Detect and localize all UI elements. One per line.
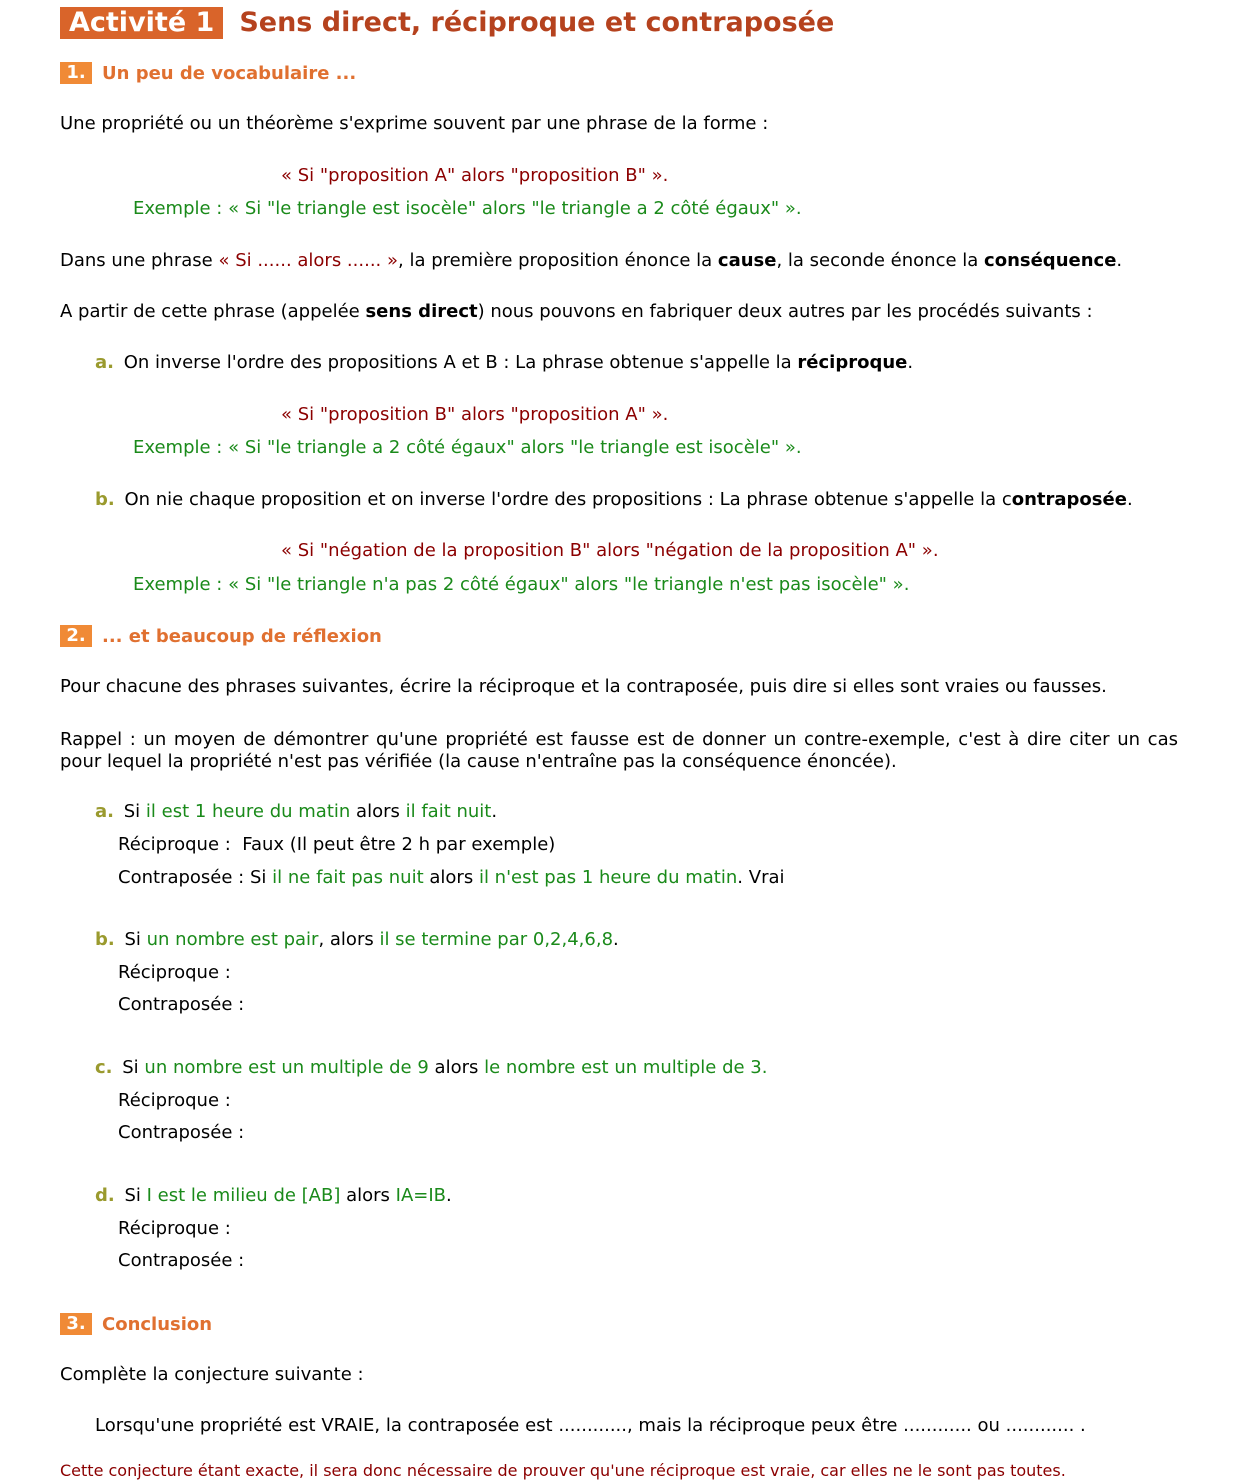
text: , la seconde énonce la (776, 250, 985, 271)
section-title: Conclusion (102, 1313, 213, 1335)
title-text: Sens direct, réciproque et contraposée (239, 7, 835, 38)
term-contraposee: ontraposée (1011, 489, 1127, 510)
s1-example: Exemple : « Si "le triangle est isocèle" alors "le triangle a 2 côté égaux" ». (133, 198, 802, 219)
cause: un nombre est pair (146, 929, 319, 950)
text-si: Si (124, 1185, 141, 1206)
text-si: Si (249, 867, 267, 888)
section-number: 3. (60, 1313, 92, 1335)
reciproque-label: Réciproque : (118, 1218, 231, 1239)
term-cause: cause (717, 250, 777, 271)
section-number: 1. (60, 62, 92, 84)
text-si: Si (124, 929, 141, 950)
consequence: IA=IB (395, 1185, 447, 1206)
si-alors-form: « Si ...... alors ...... » (218, 250, 398, 271)
s1-a-form: « Si "proposition B" alors "proposition A" ». (281, 404, 669, 425)
term-consequence: conséquence (984, 250, 1117, 271)
text: ) nous pouvons en fabriquer deux autres par les procédés suivants : (477, 301, 1093, 322)
text-alors: , alors (318, 929, 374, 950)
reciproque-label: Réciproque : (118, 1090, 231, 1111)
cause: un nombre est un multiple de 9 (144, 1057, 429, 1078)
contra-cause: il ne fait pas nuit (272, 867, 424, 888)
text: , la première proposition énonce la (398, 250, 718, 271)
contra-consequence: il n'est pas 1 heure du matin (478, 867, 738, 888)
section-title: Un peu de vocabulaire ... (102, 62, 357, 84)
term-reciproque: réciproque (797, 352, 908, 373)
s2-a-contraposee: Contraposée : Si il ne fait pas nuit alors il n'est pas 1 heure du matin. Vrai (118, 867, 785, 888)
text: Dans une phrase (60, 250, 219, 271)
text-si: Si (122, 1057, 139, 1078)
s1-intro: Une propriété ou un théorème s'exprime souvent par une phrase de la forme : (60, 113, 769, 134)
section-number: 2. (60, 625, 92, 647)
text-alors: alors (346, 1185, 390, 1206)
consequence: le nombre est un multiple de 3. (484, 1057, 768, 1078)
item-label: c. (95, 1057, 113, 1078)
page-title (60, 6, 834, 40)
text: A partir de cette phrase (appelée (60, 301, 366, 322)
text-alors: alors (429, 867, 474, 888)
s2-intro: Pour chacune des phrases suivantes, écrire la réciproque et la contraposée, puis dire si elles sont vraies ou fausses. (60, 676, 1107, 697)
consequence: il se termine par 0,2,4,6,8 (379, 929, 614, 950)
s2-item-c (95, 1057, 767, 1079)
s1-b-example: Exemple : « Si "le triangle n'a pas 2 côté égaux" alors "le triangle n'est pas isocèle" ». (133, 574, 910, 595)
s1-paragraph-direct (60, 301, 1093, 323)
contraposee-label: Contraposée : (118, 1122, 245, 1143)
s1-item-b (95, 489, 1133, 511)
s2-item-b: b. Si un nombre est pair, alors il se termine par 0,2,4,6,8. (95, 929, 619, 950)
s1-form: « Si "proposition A" alors "proposition B" ». (281, 165, 669, 186)
reciproque-label: Réciproque : (118, 834, 231, 855)
text-alors: alors (434, 1057, 479, 1078)
contraposee-label: Contraposée : (118, 1250, 245, 1271)
text-alors: alors (356, 801, 400, 822)
text: . (1126, 489, 1133, 510)
text: . (907, 352, 914, 373)
contraposee-label: Contraposée : (118, 994, 245, 1015)
s2-a-reciproque (118, 834, 555, 856)
text-si: Si (123, 801, 141, 822)
s3-intro: Complète la conjecture suivante : (60, 1364, 364, 1385)
item-label: d. (95, 1185, 115, 1206)
section-title: ... et beaucoup de réflexion (102, 625, 382, 647)
s2-item-a: a. Si il est 1 heure du matin alors il fait nuit. (95, 801, 498, 822)
text: On nie chaque proposition et on inverse l'ordre des propositions : La phrase obtenue s'appelle la c (124, 489, 1012, 510)
s1-a-example: Exemple : « Si "le triangle a 2 côté égaux" alors "le triangle est isocèle" ». (133, 437, 802, 458)
s3-conjecture: Lorsqu'une propriété est VRAIE, la contraposée est ............, mais la réciproque peux être ............ ou ............ . (95, 1415, 1086, 1436)
section-2-heading (60, 625, 382, 647)
term-sens-direct: sens direct (365, 301, 478, 322)
section-1-heading (60, 62, 356, 84)
consequence: il fait nuit (405, 801, 492, 822)
s3-note: Cette conjecture étant exacte, il sera donc nécessaire de prouver qu'une réciproque est vraie, car elles ne le sont pas toutes. (60, 1461, 1066, 1480)
s1-b-form: « Si "négation de la proposition B" alors "négation de la proposition A" ». (281, 540, 939, 561)
s2-rappel: Rappel : un moyen de démontrer qu'une propriété est fausse est de donner un contre-exemple, c'est à dire citer un cas pour lequel la propriété n'est pas vérifiée (la cause n'entraîne pas la conséquence énoncée). (60, 729, 1178, 772)
item-label: a. (95, 352, 114, 373)
text: . (1116, 250, 1123, 271)
contraposee-label: Contraposée : (118, 867, 245, 888)
item-label: b. (95, 929, 115, 950)
text: On inverse l'ordre des propositions A et B : La phrase obtenue s'appelle la (123, 352, 798, 373)
s1-paragraph-cause (60, 250, 1122, 272)
s2-item-d: d. Si I est le milieu de [AB] alors IA=IB. (95, 1185, 452, 1206)
item-label: b. (95, 489, 115, 510)
contra-verdict: Vrai (748, 867, 785, 888)
section-3-heading (60, 1313, 212, 1335)
activity-badge: Activité 1 (60, 7, 223, 39)
reciproque-label: Réciproque : (118, 962, 231, 983)
cause: il est 1 heure du matin (145, 801, 351, 822)
reciproque-answer: Faux (Il peut être 2 h par exemple) (242, 834, 556, 855)
item-label: a. (95, 801, 114, 822)
cause: I est le milieu de [AB] (146, 1185, 341, 1206)
s1-item-a (95, 352, 913, 374)
